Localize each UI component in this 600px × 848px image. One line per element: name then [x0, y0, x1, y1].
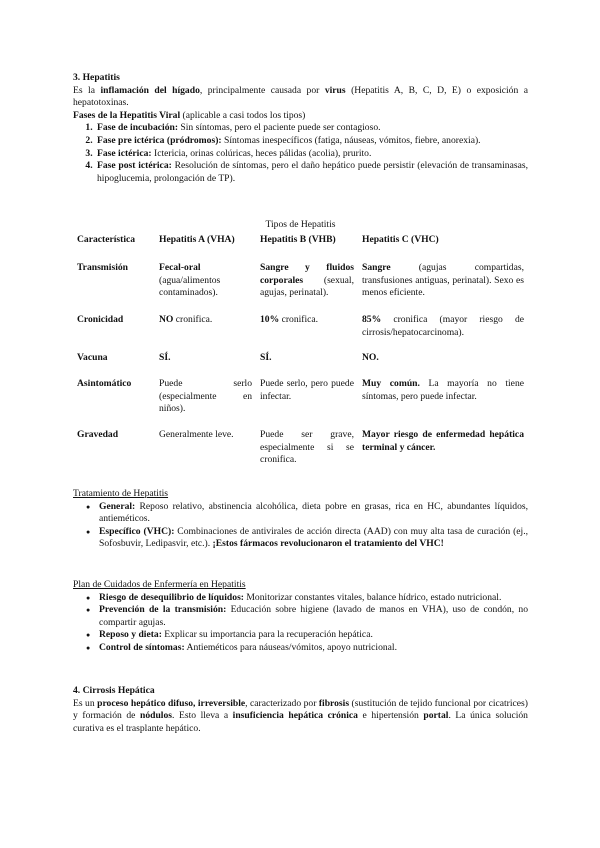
table-cell: Generalmente leve.: [159, 429, 234, 440]
table-row: [73, 378, 528, 429]
phase-item: 2. Fase pre ictérica (pródromos): Síntomas inespecíficos (fatiga, náuseas, vómitos, fiebre, anorexia).: [95, 135, 528, 148]
hepatitis-section: [73, 72, 528, 185]
table-header-row: [73, 234, 528, 262]
treatment-title: Tratamiento de Hepatitis: [73, 488, 169, 499]
table-cell: Puede serlo (especialmente en niños).: [159, 378, 252, 415]
cirrosis-heading: 4. Cirrosis Hepática: [73, 685, 155, 696]
table-header-cell: Hepatitis B (VHB): [260, 234, 336, 245]
list-item: ● Riesgo de desequilibrio de líquidos: Monitorizar constantes vitales, balance hídrico, estado nutricional.: [99, 592, 528, 605]
phases-title: Fases de la Hepatitis Viral (aplicable a casi todos los tipos): [73, 109, 306, 121]
treatment-section: [73, 488, 528, 551]
table-row: [73, 352, 528, 378]
table-cell: Muy común. La mayoría no tiene síntomas, pero puede infectar.: [362, 378, 524, 402]
row-label: Transmisión: [77, 262, 128, 273]
table-row: [73, 262, 528, 314]
hepatitis-heading: 3. Hepatitis: [73, 72, 120, 83]
row-label: Vacuna: [77, 352, 108, 363]
care-plan-list: [73, 592, 528, 655]
table-header-cell: Característica: [77, 234, 136, 245]
care-plan-section: [73, 579, 528, 655]
list-item: ● Específico (VHC): Combinaciones de antivirales de acción directa (AAD) con muy alta tasa de curación (ej., Sofosbuvir, Ledipasvir, etc.). ¡Estos fármacos revolucionaron el tratamiento del VHC!: [99, 526, 528, 551]
treatment-list: [73, 501, 528, 551]
list-item: ● Control de síntomas: Antieméticos para náuseas/vómitos, apoyo nutricional.: [99, 642, 528, 655]
table-cell: 85% cronifica (mayor riesgo de cirrosis/hepatocarcinoma).: [362, 314, 524, 338]
table-cell: SÍ.: [260, 352, 272, 363]
table-cell: NO.: [362, 352, 379, 363]
row-label: Asintomático: [77, 378, 132, 389]
table-cell: Mayor riesgo de enfermedad hepática terminal y cáncer.: [362, 429, 524, 453]
table-cell: 10% cronifica.: [260, 314, 319, 325]
row-label: Cronicidad: [77, 314, 124, 325]
table-cell: Sangre y fluidos corporales (sexual, agujas, perinatal).: [260, 262, 354, 299]
phase-item: 4. Fase post ictérica: Resolución de síntomas, pero el daño hepático puede persistir (elevación de transaminasas, hipoglucemia, prolongación de TP).: [95, 160, 528, 185]
table-header-cell: Hepatitis C (VHC): [362, 234, 439, 245]
phase-item: 3. Fase ictérica: Ictericia, orinas colúricas, heces pálidas (acolia), prurito.: [95, 148, 528, 161]
hepatitis-definition: Es la inflamación del hígado, principalmente causada por virus (Hepatitis A, B, C, D, E) o exposición a hepatotoxinas.: [73, 84, 528, 109]
table-header-cell: Hepatitis A (VHA): [159, 234, 235, 245]
list-item: ● Prevención de la transmisión: Educación sobre higiene (lavado de manos en VHA), uso de condón, no compartir agujas.: [99, 604, 528, 629]
care-plan-title: Plan de Cuidados de Enfermería en Hepatitis: [73, 579, 246, 590]
table-cell: SÍ.: [159, 352, 171, 363]
table-cell: Sangre (agujas compartidas, transfusiones antiguas, perinatal). Sexo es menos eficiente.: [362, 262, 524, 299]
phase-item: 1. Fase de incubación: Sin síntomas, pero el paciente puede ser contagioso.: [95, 122, 528, 135]
hepatitis-types-table: [73, 234, 528, 473]
table-cell: Fecal-oral (agua/alimentos contaminados).: [159, 262, 221, 299]
table-row: [73, 429, 528, 473]
table-cell: NO cronifica.: [159, 314, 213, 325]
phases-list: [73, 122, 528, 185]
table-cell: Puede ser grave, especialmente si se cronifica.: [260, 429, 354, 466]
table-title: Tipos de Hepatitis: [265, 219, 336, 230]
row-label: Gravedad: [77, 429, 119, 440]
cirrosis-paragraph: Es un proceso hepático difuso, irreversible, caracterizado por fibrosis (sustitución de tejido funcional por cicatrices) y formación de nódulos. Esto lleva a insuficiencia hepática crónica e hipertensión portal. La única solución curativa es el trasplante hepático.: [73, 697, 528, 734]
list-item: ● Reposo y dieta: Explicar su importancia para la recuperación hepática.: [99, 629, 528, 642]
table-cell: Puede serlo, pero puede infectar.: [260, 378, 354, 402]
cirrosis-section: [73, 685, 528, 735]
table-row: [73, 314, 528, 352]
list-item: ● General: Reposo relativo, abstinencia alcohólica, dieta pobre en grasas, rica en HC, abundantes líquidos, antieméticos.: [99, 501, 528, 526]
